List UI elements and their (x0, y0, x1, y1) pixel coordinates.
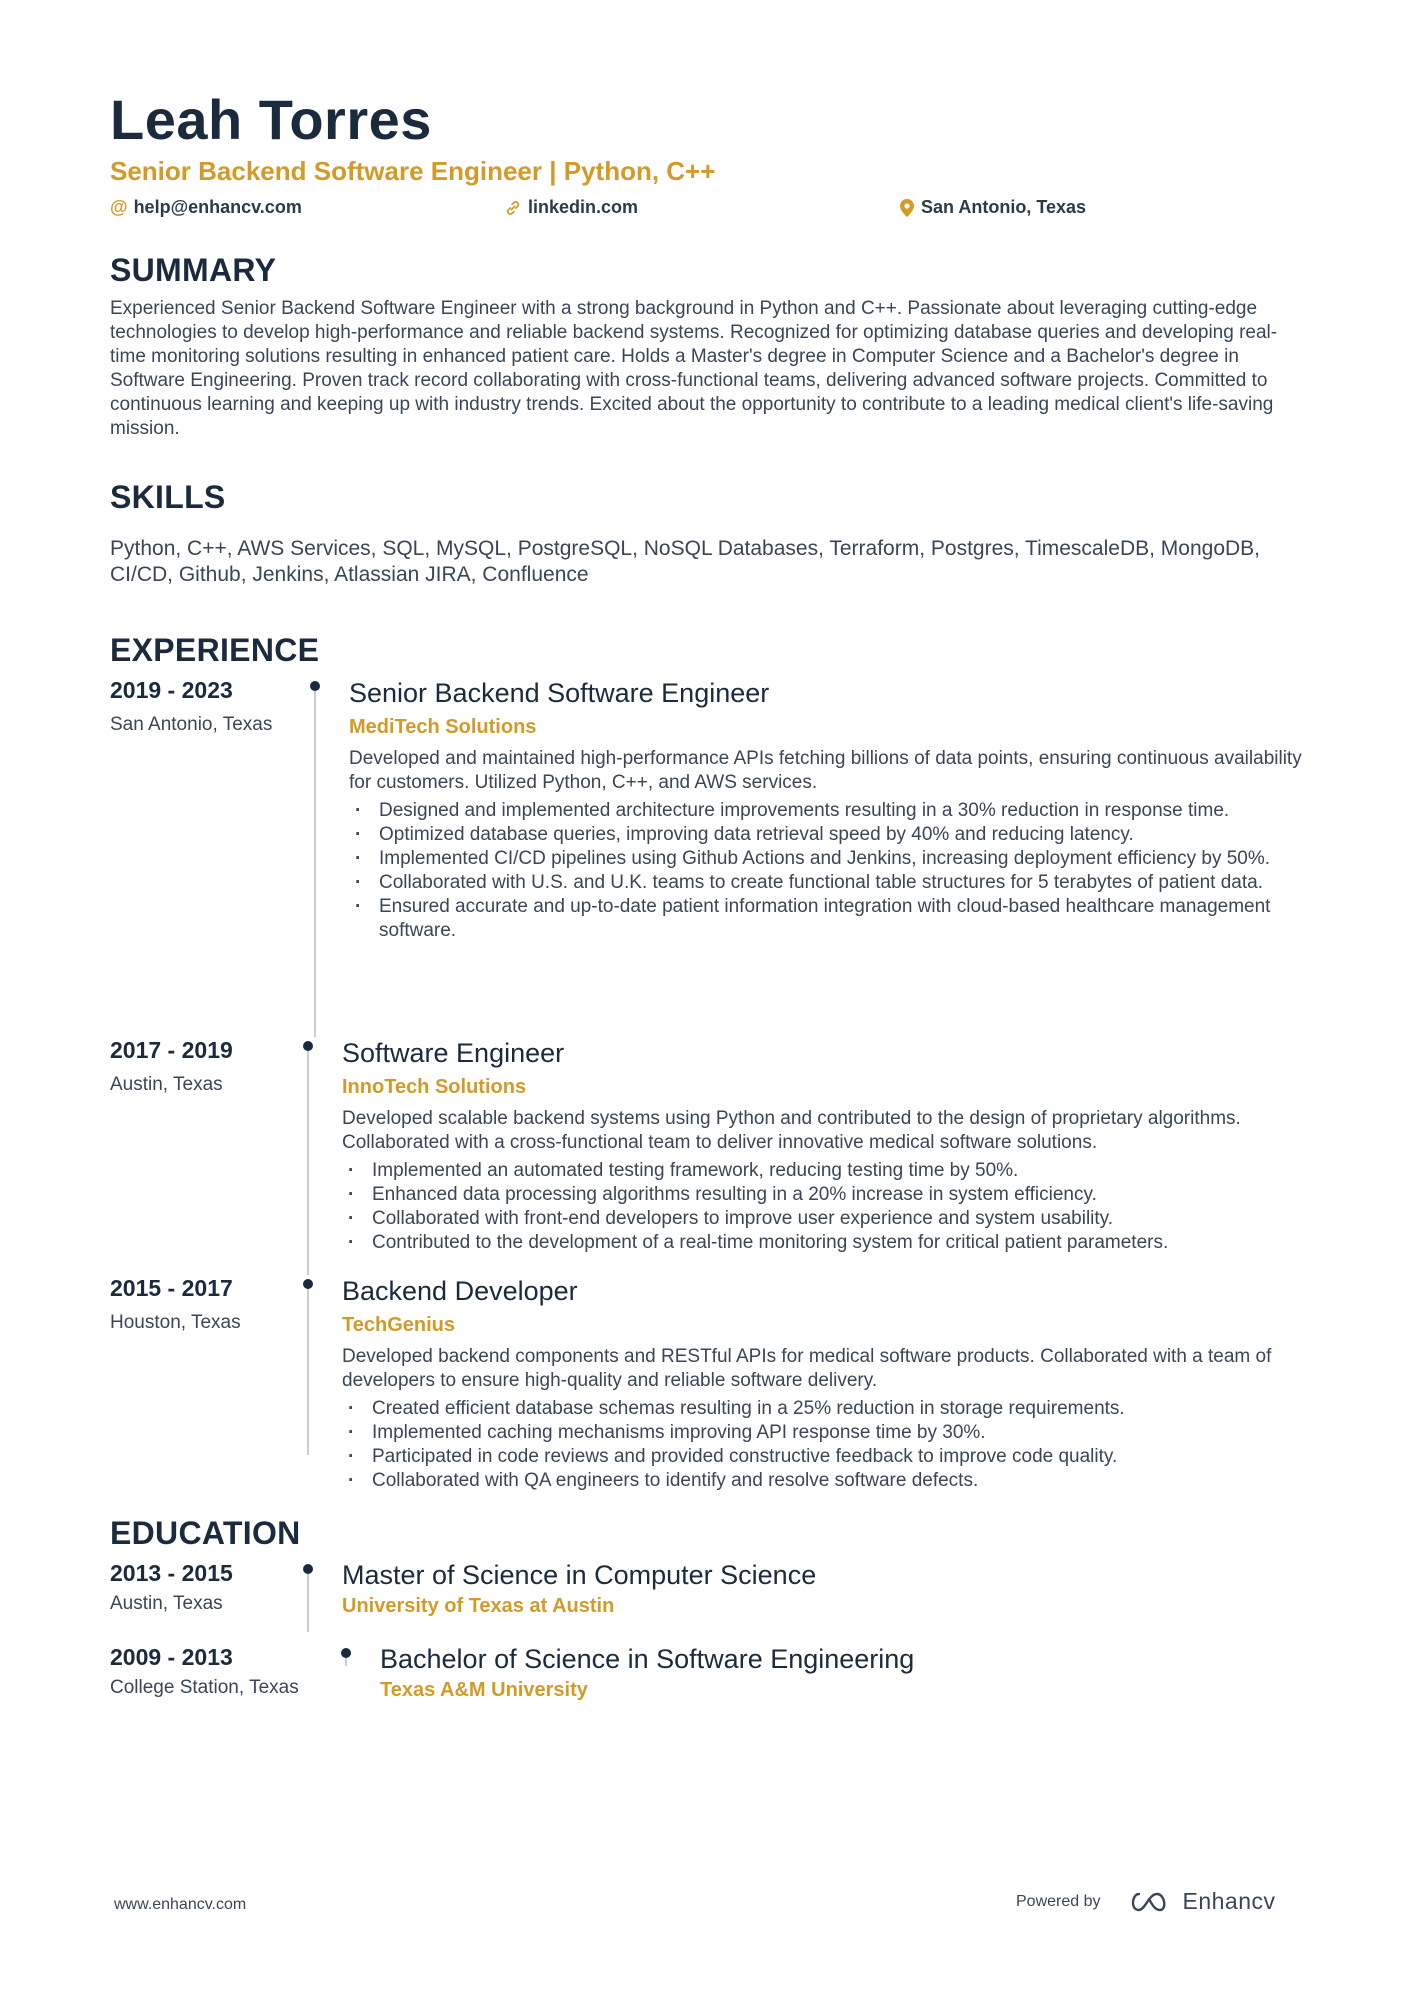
entry-meta (110, 1037, 350, 1275)
degree-title: Bachelor of Science in Software Engineering (380, 1644, 915, 1675)
list-item: · Created efficient database schemas resulting in a 25% reduction in storage requirements. (342, 1397, 1305, 1421)
entry-location: Houston, Texas (110, 1312, 241, 1334)
at-sign-icon: @ (110, 197, 128, 218)
location-text: San Antonio, Texas (921, 197, 1087, 218)
entry-body (342, 1275, 1305, 1505)
entry-location: College Station, Texas (110, 1677, 299, 1699)
education-timeline (110, 1560, 1305, 1728)
entry-bullets (349, 799, 1305, 943)
entry-location: San Antonio, Texas (110, 714, 273, 736)
entry-dates: 2009 - 2013 (110, 1644, 233, 1671)
summary-heading: SUMMARY (110, 252, 277, 289)
location-pin-icon (900, 199, 914, 217)
enhancv-logo-icon (1127, 1890, 1173, 1914)
entry-location: Austin, Texas (110, 1593, 223, 1615)
timeline-rail (307, 1045, 309, 1275)
experience-heading: EXPERIENCE (110, 632, 320, 669)
entry-body (380, 1644, 1305, 1728)
list-item: · Collaborated with front-end developers to improve user experience and system usability. (342, 1207, 1305, 1231)
list-item: · Contributed to the development of a real-time monitoring system for critical patient parameters. (342, 1231, 1305, 1255)
entry-description: Developed backend components and RESTful APIs for medical software products. Collaborated with a team of developers to ensure high-quality and reliable software delivery. (342, 1345, 1272, 1391)
skills-heading: SKILLS (110, 479, 226, 516)
entry-body (349, 677, 1305, 1037)
list-item: · Implemented an automated testing framework, reducing testing time by 50%. (342, 1159, 1305, 1183)
education-entry (110, 1560, 1305, 1644)
school-name: Texas A&M University (380, 1679, 588, 1702)
school-name: University of Texas at Austin (342, 1595, 615, 1618)
timeline-rail (314, 685, 316, 1037)
entry-description: Developed scalable backend systems using Python and contributed to the design of proprietary algorithms. Collaborated with a cross-functional team to deliver innovative medical software solutions. (342, 1107, 1241, 1153)
contact-linkedin[interactable] (505, 197, 900, 218)
entry-bullets (342, 1159, 1305, 1255)
linkedin-text: linkedin.com (528, 197, 639, 218)
entry-meta (110, 1275, 350, 1505)
footer-branding[interactable] (1016, 1888, 1276, 1915)
headline: Senior Backend Software Engineer | Python, C++ (110, 156, 716, 187)
entry-company: InnoTech Solutions (342, 1075, 527, 1098)
brand-name: Enhancv (1182, 1888, 1276, 1914)
list-item: · Participated in code reviews and provided constructive feedback to improve code quality. (342, 1445, 1305, 1469)
list-item: · Collaborated with QA engineers to identify and resolve software defects. (342, 1469, 1305, 1493)
entry-company: TechGenius (342, 1313, 455, 1336)
entry-dates: 2017 - 2019 (110, 1037, 233, 1064)
list-item: · Optimized database queries, improving data retrieval speed by 40% and reducing latency. (349, 823, 1305, 847)
skills-text: Python, C++, AWS Services, SQL, MySQL, PostgreSQL, NoSQL Databases, Terraform, Postgres, TimescaleDB, MongoDB, CI/CD, Github, Jenkins, Atlassian JIRA, Confluence (110, 537, 1261, 587)
entry-bullets (342, 1397, 1305, 1493)
list-item: · Implemented CI/CD pipelines using Github Actions and Jenkins, increasing deployment efficiency by 50%. (349, 847, 1305, 871)
email-text: help@enhancv.com (133, 197, 302, 218)
experience-entry (110, 677, 1305, 1037)
entry-body (342, 1037, 1305, 1275)
list-item: · Collaborated with U.S. and U.K. teams to create functional table structures for 5 terabytes of patient data. (349, 871, 1305, 895)
experience-entry (110, 1037, 1305, 1275)
entry-dates: 2015 - 2017 (110, 1275, 233, 1302)
degree-title: Master of Science in Computer Science (342, 1560, 817, 1591)
education-heading: EDUCATION (110, 1515, 301, 1552)
candidate-name: Leah Torres (110, 88, 432, 151)
summary-text: Experienced Senior Backend Software Engineer with a strong background in Python and C++. Passionate about leveraging cutting-edge technologies to develop high-performance and reliable backend systems. Recognized for optimizing database queries and developing real-time monitoring solutions resulting in enhanced patient care. Holds a Master's degree in Computer Science and a Bachelor's degree in Software Engineering. Proven track record collaborating with cross-functional teams, delivering advanced software projects. Committed to continuous learning and keeping up with industry trends. Excited about the opportunity to contribute to a leading medical client's life-saving mission. (110, 298, 1278, 440)
entry-body (342, 1560, 1305, 1644)
footer-website[interactable]: www.enhancv.com (114, 1896, 247, 1913)
entry-description: Developed and maintained high-performance APIs fetching billions of data points, ensuring continuous availability for customers. Utilized Python, C++, and AWS services. (349, 747, 1302, 793)
timeline-rail (307, 1568, 309, 1632)
entry-dates: 2013 - 2015 (110, 1560, 233, 1587)
contact-location (900, 197, 1086, 218)
resume-page (110, 90, 1305, 1728)
entry-role: Software Engineer (342, 1038, 565, 1069)
contact-email[interactable] (110, 197, 505, 218)
education-entry (110, 1644, 1305, 1728)
list-item: · Designed and implemented architecture improvements resulting in a 30% reduction in response time. (349, 799, 1305, 823)
list-item: · Ensured accurate and up-to-date patient information integration with cloud-based healthcare management software. (349, 895, 1305, 943)
experience-timeline (110, 677, 1305, 1505)
list-item: · Enhanced data processing algorithms resulting in a 20% increase in system efficiency. (342, 1183, 1305, 1207)
entry-company: MediTech Solutions (349, 715, 537, 738)
entry-role: Backend Developer (342, 1276, 578, 1307)
entry-meta (110, 1560, 350, 1644)
entry-location: Austin, Texas (110, 1074, 223, 1096)
timeline-rail (307, 1283, 309, 1455)
entry-role: Senior Backend Software Engineer (349, 678, 770, 709)
experience-entry (110, 1275, 1305, 1505)
contact-bar (110, 197, 1305, 218)
powered-by-label: Powered by (1016, 1892, 1101, 1910)
list-item: · Implemented caching mechanisms improving API response time by 30%. (342, 1421, 1305, 1445)
link-icon (505, 200, 521, 216)
entry-dates: 2019 - 2023 (110, 677, 233, 704)
